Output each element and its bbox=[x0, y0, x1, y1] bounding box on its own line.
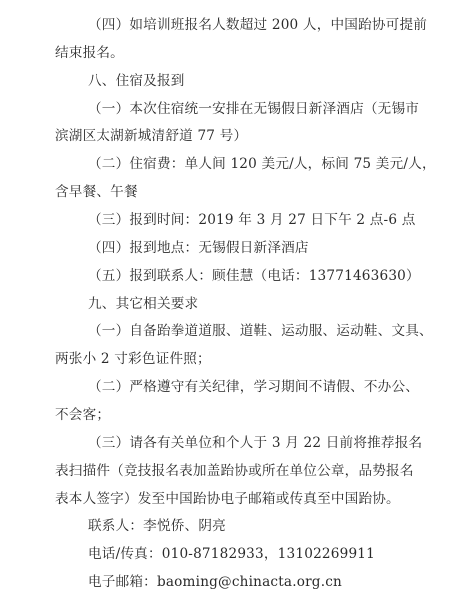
text-line: （四）如培训班报名人数超过 200 人，中国跆协可提前 bbox=[88, 17, 428, 33]
contact-line: 联系人：李悦侨、阴亮 bbox=[88, 518, 226, 535]
contact-line: 电子邮箱：baoming@chinacta.org.cn bbox=[88, 574, 342, 591]
text-line: 不会客； bbox=[55, 407, 111, 423]
text-line: 含早餐、午餐 bbox=[55, 184, 138, 201]
text-line: （一）本次住宿统一安排在无锡假日新泽酒店（无锡市 bbox=[88, 100, 420, 117]
text-line: 表本人签字）发至中国跆协电子邮箱或传真至中国跆协。 bbox=[55, 490, 400, 507]
section-heading: 八、住宿及报到 bbox=[88, 72, 185, 89]
text-line: 结束报名。 bbox=[55, 44, 124, 61]
text-line: 表扫描件（竞技报名表加盖跆协或所在单位公章，品势报名 bbox=[55, 462, 414, 479]
text-line: （一）自备跆拳道道服、道鞋、运动服、运动鞋、文具、 bbox=[88, 323, 433, 340]
text-line: （二）严格遵守有关纪律，学习期间不请假、不办公、 bbox=[88, 379, 420, 396]
text-line: 滨湖区太湖新城清舒道 77 号） bbox=[55, 128, 248, 145]
contact-line: 电话/传真：010-87182933，13102269911 bbox=[88, 546, 376, 563]
text-line: （三）报到时间：2019 年 3 月 27 日下午 2 点-6 点 bbox=[88, 212, 416, 228]
text-line: （五）报到联系人：顾佳慧（电话：13771463630） bbox=[88, 267, 420, 284]
section-heading: 九、其它相关要求 bbox=[88, 295, 199, 312]
text-line: （二）住宿费：单人间 120 美元/人，标间 75 美元/人， bbox=[88, 156, 436, 173]
text-line: （四）报到地点：无锡假日新泽酒店 bbox=[88, 239, 309, 256]
text-line: （三）请各有关单位和个人于 3 月 22 日前将推荐报名 bbox=[88, 434, 423, 451]
text-line: 两张小 2 寸彩色证件照； bbox=[55, 351, 211, 368]
